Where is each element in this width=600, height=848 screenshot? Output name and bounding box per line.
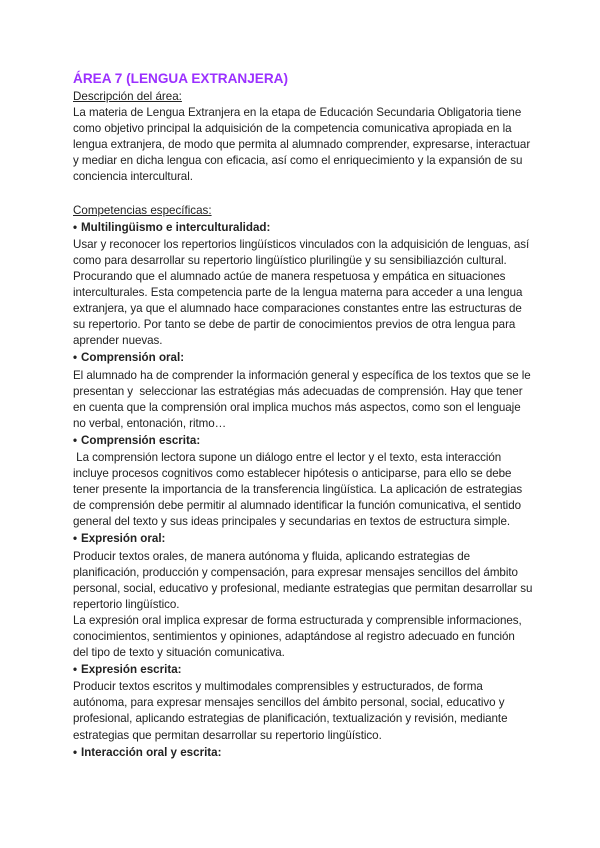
competencia-heading: [73, 433, 533, 449]
competencia-heading-text: Comprensión escrita:: [81, 433, 201, 447]
competencias-list: [73, 220, 536, 761]
bullet-icon: •: [73, 220, 78, 234]
competencia-paragraph: Producir textos escritos y multimodales comprensibles y estructurados, de forma autónoma, para expresar mensajes sencillos del ámbito personal, social, educativo y profesional, aplicando estrategias de planificación, textualización y revisión, mediante estrategias que permitan desarrollar su repertorio lingüístico.: [73, 680, 511, 742]
bullet-icon: •: [73, 433, 78, 447]
description-text: La materia de Lengua Extranjera en la etapa de Educación Secundaria Obligatoria tiene como objetivo principal la adquisición de la competencia comunicativa apropiada en la lengua extranjera, de modo que permita al alumnado comprender, expresarse, interactuar y mediar en dicha lengua con eficacia, así como el enriquecimiento y la expansión de su conciencia intercultural.: [73, 106, 531, 184]
competencia-heading: [73, 745, 533, 761]
competencia-heading-text: Expresión oral:: [81, 532, 166, 546]
document-title: ÁREA 7 (LENGUA EXTRANJERA): [73, 71, 288, 86]
competencia-heading-text: Interacción oral y escrita:: [81, 745, 222, 759]
competencia-heading-text: Multilingüismo e interculturalidad:: [81, 220, 271, 234]
competencia-heading: [73, 350, 533, 366]
document-page: [73, 71, 536, 762]
competencia-heading-text: Comprensión oral:: [81, 351, 185, 365]
competencia-paragraph: Producir textos orales, de manera autónoma y fluida, aplicando estrategias de planificación, producción y compensación, para expresar mensajes sencillos del ámbito personal, social, educativo y profesional, mediante estrategias que permitan desarrollar su repertorio lingüístico.: [73, 549, 536, 611]
bullet-icon: •: [73, 351, 78, 365]
competencia-heading: [73, 220, 533, 236]
spacer: [73, 186, 533, 203]
bullet-icon: •: [73, 532, 78, 546]
competencia-heading: [73, 531, 533, 547]
competencia-paragraph: La expresión oral implica expresar de forma estructurada y comprensible informaciones, conocimientos, sentimientos y opiniones, adaptándose al registro adecuado en función del tipo de texto y situación comunicativa.: [73, 613, 525, 660]
competencia-heading: [73, 662, 533, 678]
competencia-paragraph: Usar y reconocer los repertorios lingüísticos vinculados con la adquisición de lenguas, así como para desarrollar su repertorio lingüístico plurilingüe y su sensibiliazción cultural. Procurando que el alumnado actúe de manera respetuosa y empática en situaciones interculturales. Esta competencia parte de la lengua materna para acceder a una lengua extranjera, ya que el alumnado hace comparaciones constantes entre las estructuras de su repertorio. Por tanto se debe de partir de conocimientos previos de otra lengua para aprender nuevas.: [73, 237, 533, 348]
description-label: Descripción del área:: [73, 90, 182, 103]
competencia-paragraph: La comprensión lectora supone un diálogo entre el lector y el texto, esta interacción incluye procesos cognitivos como establecer hipótesis o anticiparse, para ello se debe tener presente la importancia de la transferencia lingüística. La aplicación de estrategias de comprensión debe permitir al alumnado identificar la función comunicativa, el sentido general del texto y sus ideas principales y secundarias en textos de estructura simple.: [73, 450, 526, 529]
bullet-icon: •: [73, 745, 78, 759]
bullet-icon: •: [73, 663, 78, 677]
competencias-label: Competencias específicas:: [73, 203, 212, 217]
competencia-heading-text: Expresión escrita:: [81, 663, 182, 677]
competencia-paragraph: El alumnado ha de comprender la información general y específica de los textos que se le presentan y seleccionar las estratégias más adecuadas de comprensión. Hay que tener en cuenta que la comprensión oral implica muchos más aspectos, como son el lenguaje no verbal, entonación, ritmo…: [73, 368, 534, 430]
